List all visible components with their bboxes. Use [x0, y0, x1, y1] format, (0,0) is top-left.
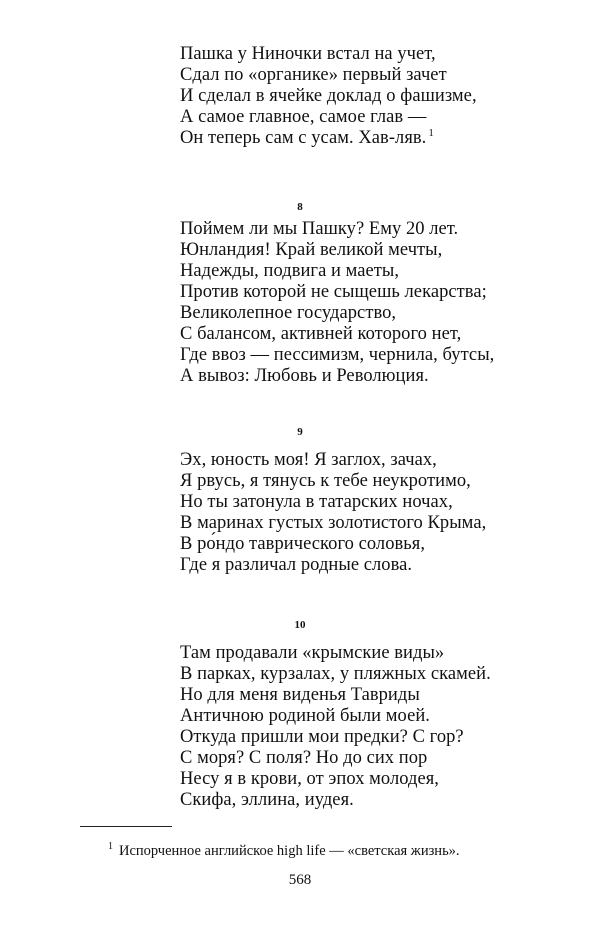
verse-line: И сделал в ячейке доклад о фашизме,	[180, 86, 477, 106]
section-number-8: 8	[297, 201, 303, 213]
stanza-section-10	[180, 643, 491, 811]
verse-line: С моря? С поля? Но до сих пор	[180, 748, 428, 768]
stanza-section-8	[180, 219, 494, 387]
verse-line: Но ты затонула в татарских ночах,	[180, 492, 453, 512]
section-number-10: 10	[294, 619, 306, 631]
verse-line: Несу я в крови, от эпох молодея,	[180, 769, 439, 789]
verse-line: Где я различал родные слова.	[180, 555, 413, 575]
verse-line: Юнландия! Край великой мечты,	[180, 240, 443, 260]
verse-line: Поймем ли мы Пашку? Ему 20 лет.	[180, 219, 459, 239]
verse-line: Античною родиной были моей.	[180, 706, 430, 726]
verse-line: Где ввоз — пессимизм, чернила, бутсы,	[180, 345, 495, 365]
verse-line: Скифа, эллина, иудея.	[180, 790, 354, 810]
section-number-9: 9	[297, 426, 303, 438]
footnote-reference[interactable]: 1	[428, 126, 434, 139]
footnote-divider	[80, 826, 172, 827]
verse-line: Там продавали «крымские виды»	[180, 643, 445, 663]
verse-line: Я рвусь, я тянусь к тебе неукротимо,	[180, 471, 471, 491]
page-number: 568	[288, 872, 312, 888]
verse-line: А самое главное, самое глав —	[180, 107, 427, 127]
verse-line: В ро́ндо таврического соловья,	[180, 534, 426, 554]
verse-line: С балансом, активней которого нет,	[180, 324, 462, 344]
footnote	[108, 843, 460, 860]
verse-line-text: Он теперь сам с усам. Хав-ляв.	[180, 128, 427, 148]
verse-line: Против которой не сыщешь лекарства;	[180, 282, 487, 302]
stanza-intro	[180, 44, 477, 149]
verse-line: А вывоз: Любовь и Революция.	[180, 366, 429, 386]
verse-line: Великолепное государство,	[180, 303, 397, 323]
verse-line	[180, 128, 477, 149]
verse-line: Но для меня виденья Тавриды	[180, 685, 420, 705]
footnote-number: 1	[108, 841, 113, 853]
verse-line: Откуда пришли мои предки? С гор?	[180, 727, 464, 747]
verse-line: Эх, юность моя! Я заглох, зачах,	[180, 450, 437, 470]
verse-line: В маринах густых золотистого Крыма,	[180, 513, 487, 533]
verse-line: Сдал по «органике» первый зачет	[180, 65, 447, 85]
verse-line: В парках, курзалах, у пляжных скамей.	[180, 664, 491, 684]
verse-line: Пашка у Ниночки встал на учет,	[180, 44, 436, 64]
footnote-text: Испорченное английское high life — «светская жизнь».	[119, 843, 460, 859]
stanza-section-9	[180, 450, 486, 576]
verse-line: Надежды, подвига и маеты,	[180, 261, 400, 281]
